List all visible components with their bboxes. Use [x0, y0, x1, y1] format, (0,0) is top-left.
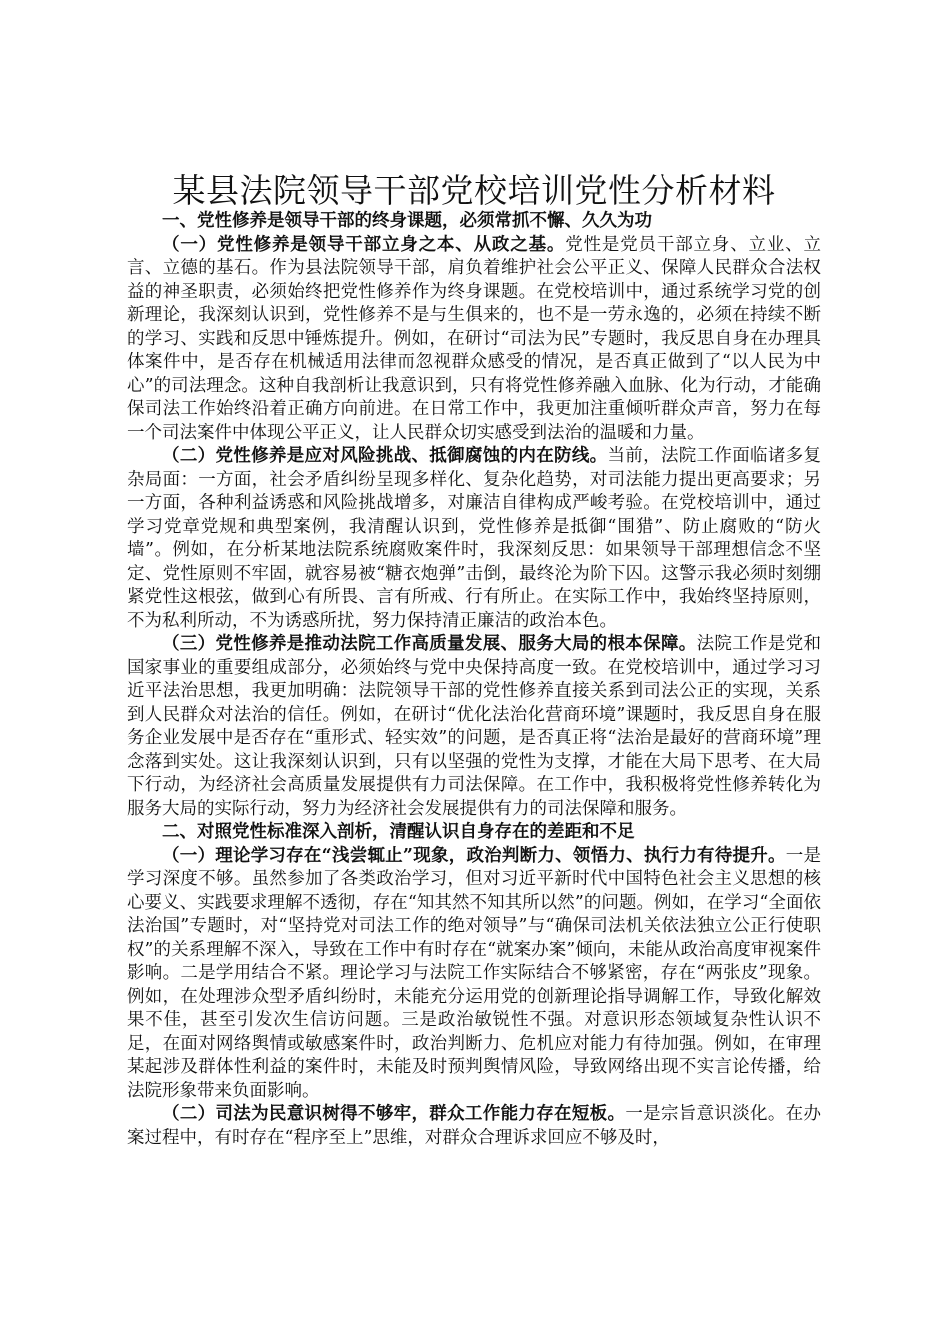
paragraph-body: 一是学习深度不够。虽然参加了各类政治学习，但对习近平新时代中国特色社会主义思想的核心要义、实践要求理解不透彻，存在“知其然不知其所以然”的问题。例如，在学习“全面依法治国”专题时，对“坚持党对司法工作的绝对领导”与“确保司法机关依法独立公正行使职权”的关系理解不深入，导致在工作中有时存在“就案办案”倾向，未能从政治高度审视案件影响。二是学用结合不紧。理论学习与法院工作实际结合不够紧密，存在“两张皮”现象。例如，在处理涉众型矛盾纠纷时，未能充分运用党的创新理论指导调解工作，导致化解效果不佳，甚至引发次生信访问题。三是政治敏锐性不强。对意识形态领域复杂性认识不足，在面对网络舆情或敏感案件时，政治判断力、危机应对能力有待加强。例如，在审理某起涉及群体性利益的案件时，未能及时预判舆情风险，导致网络出现不实言论传播，给法院形象带来负面影响。 — [127, 845, 821, 1101]
section-heading-1: 一、党性修养是领导干部的终身课题，必须常抓不懈、久久为功 — [162, 211, 652, 231]
paragraph-lead: （二）司法为民意识树得不够牢，群众工作能力存在短板。 — [162, 1104, 626, 1124]
paragraph-2-1 — [127, 845, 821, 1104]
paragraph-lead: （一）党性修养是领导干部立身之本、从政之基。 — [162, 234, 566, 255]
paragraph-1-1 — [127, 234, 821, 446]
document-page — [127, 172, 821, 1150]
paragraph-lead: （二）党性修养是应对风险挑战、抵御腐蚀的内在防线。 — [162, 446, 608, 466]
paragraph-body: 当前，法院工作面临诸多复杂局面：一方面，社会矛盾纠纷呈现多样化、复杂化趋势，对司法能力提出更高要求；另一方面，各种利益诱惑和风险挑战增多，对廉洁自律构成严峻考验。在党校培训中，通过学习党章党规和典型案例，我清醒认识到，党性修养是抵御“围猎”、防止腐败的“防火墙”。例如，在分析某地法院系统腐败案件时，我深刻反思：如果领导干部理想信念不坚定、党性原则不牢固，就容易被“糖衣炮弹”击倒，最终沦为阶下囚。这警示我必须时刻绷紧党性这根弦，做到心有所畏、言有所戒、行有所止。在实际工作中，我始终坚持原则，不为私利所动，不为诱惑所扰，努力保持清正廉洁的政治本色。 — [127, 446, 821, 631]
document-title: 某县法院领导干部党校培训党性分析材料 — [172, 171, 776, 210]
paragraph-body: 一是宗旨意识淡化。在办案过程中，有时存在“程序至上”思维，对群众合理诉求回应不够及时， — [127, 1104, 822, 1148]
paragraph-lead: （一）理论学习存在“浅尝辄止”现象，政治判断力、领悟力、执行力有待提升。 — [162, 845, 786, 866]
paragraph-1-3 — [127, 633, 821, 821]
paragraph-1-2 — [127, 445, 821, 633]
paragraph-body: 党性是党员干部立身、立业、立言、立德的基石。作为县法院领导干部，肩负着维护社会公平正义、保障人民群众合法权益的神圣职责，必须始终把党性修养作为终身课题。在党校培训中，通过系统学习党的创新理论，我深刻认识到，党性修养不是与生俱来的，也不是一劳永逸的，必须在持续不断的学习、实践和反思中锤炼提升。例如，在研讨“司法为民”专题时，我反思自身在办理具体案件中，是否存在机械适用法律而忽视群众感受的情况，是否真正做到了“以人民为中心”的司法理念。这种自我剖析让我意识到，只有将党性修养融入血脉、化为行动，才能确保司法工作始终沿着正确方向前进。在日常工作中，我更加注重倾听群众声音，努力在每一个司法案件中体现公平正义，让人民群众切实感受到法治的温暖和力量。 — [127, 234, 822, 443]
paragraph-2-2 — [127, 1103, 821, 1150]
paragraph-body: 法院工作是党和国家事业的重要组成部分，必须始终与党中央保持高度一致。在党校培训中，通过学习习近平法治思想，我更加明确：法院领导干部的党性修养直接关系到司法公正的实现，关系到人民群众对法治的信任。例如，在研讨“优化法治化营商环境”课题时，我反思自身在服务企业发展中是否存在“重形式、轻实效”的问题，是否真正将“法治是最好的营商环境”理念落到实处。这让我深刻认识到，只有以坚强的党性为支撑，才能在大局下思考、在大局下行动，为经济社会高质量发展提供有力司法保障。在工作中，我积极将党性修养转化为服务大局的实际行动，努力为经济社会发展提供有力的司法保障和服务。 — [127, 634, 822, 819]
section-heading-2: 二、对照党性标准深入剖析，清醒认识自身存在的差距和不足 — [162, 822, 635, 842]
paragraph-lead: （三）党性修养是推动法院工作高质量发展、服务大局的根本保障。 — [162, 634, 697, 654]
